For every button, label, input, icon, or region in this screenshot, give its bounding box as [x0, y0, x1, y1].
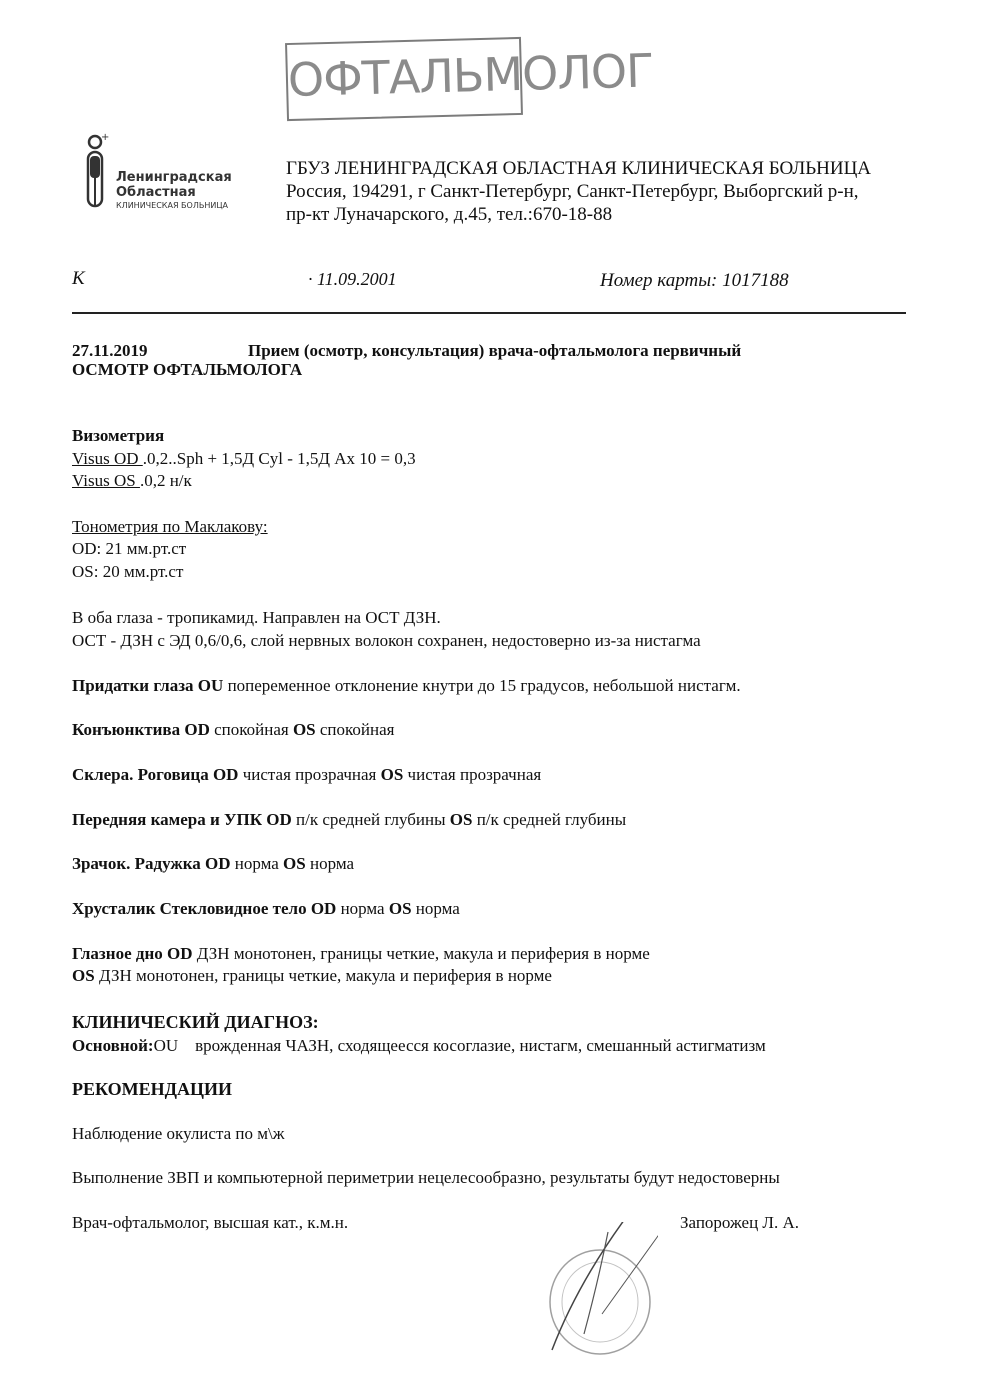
recommendation-item1: Наблюдение окулиста по м\ж — [72, 1124, 285, 1143]
recommendation-item2: Выполнение ЗВП и компьютерной периметрии нецелесообразно, результаты будут недостоверны — [72, 1168, 780, 1187]
recommendations-heading: РЕКОМЕНДАЦИИ — [72, 1079, 232, 1099]
note-line1: В оба глаза - тропикамид. Направлен на ОСТ ДЗН. — [72, 608, 441, 627]
finding-conjunctiva-os-label: OS — [292, 720, 316, 739]
visus-od-row — [72, 448, 416, 470]
tonometry-os: OS: 20 мм.рт.ст — [72, 562, 184, 581]
finding-chamber-os-label: OS — [449, 810, 473, 829]
finding-lens-od: норма — [336, 899, 389, 918]
visus-os-label: Visus OS — [72, 471, 140, 490]
finding-pupil — [72, 853, 354, 875]
finding-adnexa-label: Придатки глаза OU — [72, 676, 224, 695]
finding-conjunctiva-os: спокойная — [315, 720, 395, 739]
finding-chamber-od: п/к средней глубины — [291, 810, 450, 829]
finding-sclera-od: чистая прозрачная — [238, 765, 381, 784]
patient-name: К — [72, 268, 85, 289]
card-number-value: 1017188 — [722, 270, 789, 291]
patient-birth-date: · 11.09.2001 — [308, 269, 397, 289]
visus-os-value: .0,2 н/к — [139, 471, 192, 490]
finding-pupil-os-label: OS — [283, 854, 306, 873]
finding-fundus-od-text: ДЗН монотонен, границы четкие, макула и периферия в норме — [192, 944, 650, 963]
round-seal-stamp-icon — [538, 1222, 658, 1362]
logo-text-line3: КЛИНИЧЕСКАЯ БОЛЬНИЦА — [116, 201, 229, 210]
finding-sclera — [72, 764, 541, 786]
organization-address-line1: Россия, 194291, г Санкт-Петербург, Санкт-Петербург, Выборгский р-н, — [286, 181, 859, 202]
finding-lens-label: Хрусталик Стекловидное тело OD — [72, 899, 337, 918]
visus-od-value: .0,2..Sph + 1,5Д Cyl - 1,5Д Ax 10 = 0,3 — [142, 449, 416, 468]
vizometry-heading: Визометрия — [72, 426, 165, 445]
finding-conjunctiva-label: Конъюнктива OD — [72, 720, 210, 739]
diagnosis-main — [72, 1035, 766, 1057]
finding-pupil-label: Зрачок. Радужка OD — [72, 854, 231, 873]
tonometry-od: OD: 21 мм.рт.ст — [72, 539, 187, 558]
card-number-label: Номер карты: — [600, 270, 718, 291]
finding-sclera-os: чистая прозрачная — [403, 765, 542, 784]
logo-text-line1: Ленинградская — [116, 170, 232, 185]
finding-fundus-os-text: ДЗН монотонен, границы четкие, макула и периферия в норме — [94, 966, 552, 985]
finding-lens-os-label: OS — [388, 899, 412, 918]
svg-text:+: + — [101, 132, 110, 143]
organization-name: ГБУЗ ЛЕНИНГРАДСКАЯ ОБЛАСТНАЯ КЛИНИЧЕСКАЯ БОЛЬНИЦА — [286, 158, 872, 179]
finding-fundus-os-label: OS — [72, 966, 95, 985]
finding-adnexa — [72, 675, 741, 697]
doctor-name: Запорожец Л. А. — [680, 1213, 799, 1232]
finding-lens-os: норма — [411, 899, 460, 918]
header-divider — [72, 312, 906, 314]
tonometry-heading: Тонометрия по Маклакову: — [72, 517, 268, 536]
logo-text-line2: Областная — [116, 185, 196, 200]
finding-conjunctiva-od: спокойная — [209, 720, 293, 739]
visit-title: ОСМОТР ОФТАЛЬМОЛОГА — [72, 360, 303, 379]
doctor-position: Врач-офтальмолог, высшая кат., к.м.н. — [72, 1213, 349, 1232]
finding-chamber-os: п/к средней глубины — [472, 810, 627, 829]
visit-type: Прием (осмотр, консультация) врача-офтальмолога первичный — [248, 341, 742, 360]
card-number-row — [600, 270, 789, 292]
finding-pupil-os: норма — [305, 854, 355, 873]
finding-conjunctiva — [72, 719, 395, 741]
finding-anterior-chamber — [72, 809, 626, 831]
visus-os-row — [72, 470, 192, 492]
finding-adnexa-text: попеременное отклонение кнутри до 15 градусов, небольшой нистагм. — [223, 676, 741, 695]
visus-od-label: Visus OD — [72, 449, 143, 468]
organization-address-line2: пр-кт Луначарского, д.45, тел.:670-18-88 — [286, 204, 613, 225]
diagnosis-main-label: Основной: — [72, 1036, 154, 1055]
finding-sclera-label: Склера. Роговица OD — [72, 765, 239, 784]
finding-fundus-label: Глазное дно OD — [72, 944, 193, 963]
finding-chamber-label: Передняя камера и УПК OD — [72, 810, 292, 829]
visit-date: 27.11.2019 — [72, 341, 148, 360]
note-line2: ОСТ - ДЗН с ЭД 0,6/0,6, слой нервных волокон сохранен, недостоверно из-за нистагма — [72, 631, 701, 650]
diagnosis-heading: КЛИНИЧЕСКИЙ ДИАГНОЗ: — [72, 1012, 319, 1032]
finding-pupil-od: норма — [230, 854, 284, 873]
finding-sclera-os-label: OS — [380, 765, 404, 784]
finding-fundus-od — [72, 943, 650, 965]
finding-fundus-os — [72, 965, 552, 987]
diagnosis-main-text: OU врожденная ЧАЗН, сходящеесся косоглазие, нистагм, смешанный астигматизм — [153, 1036, 766, 1055]
finding-lens — [72, 898, 460, 920]
doctor-stamp: ОФТАЛЬМОЛОГ — [285, 37, 523, 121]
